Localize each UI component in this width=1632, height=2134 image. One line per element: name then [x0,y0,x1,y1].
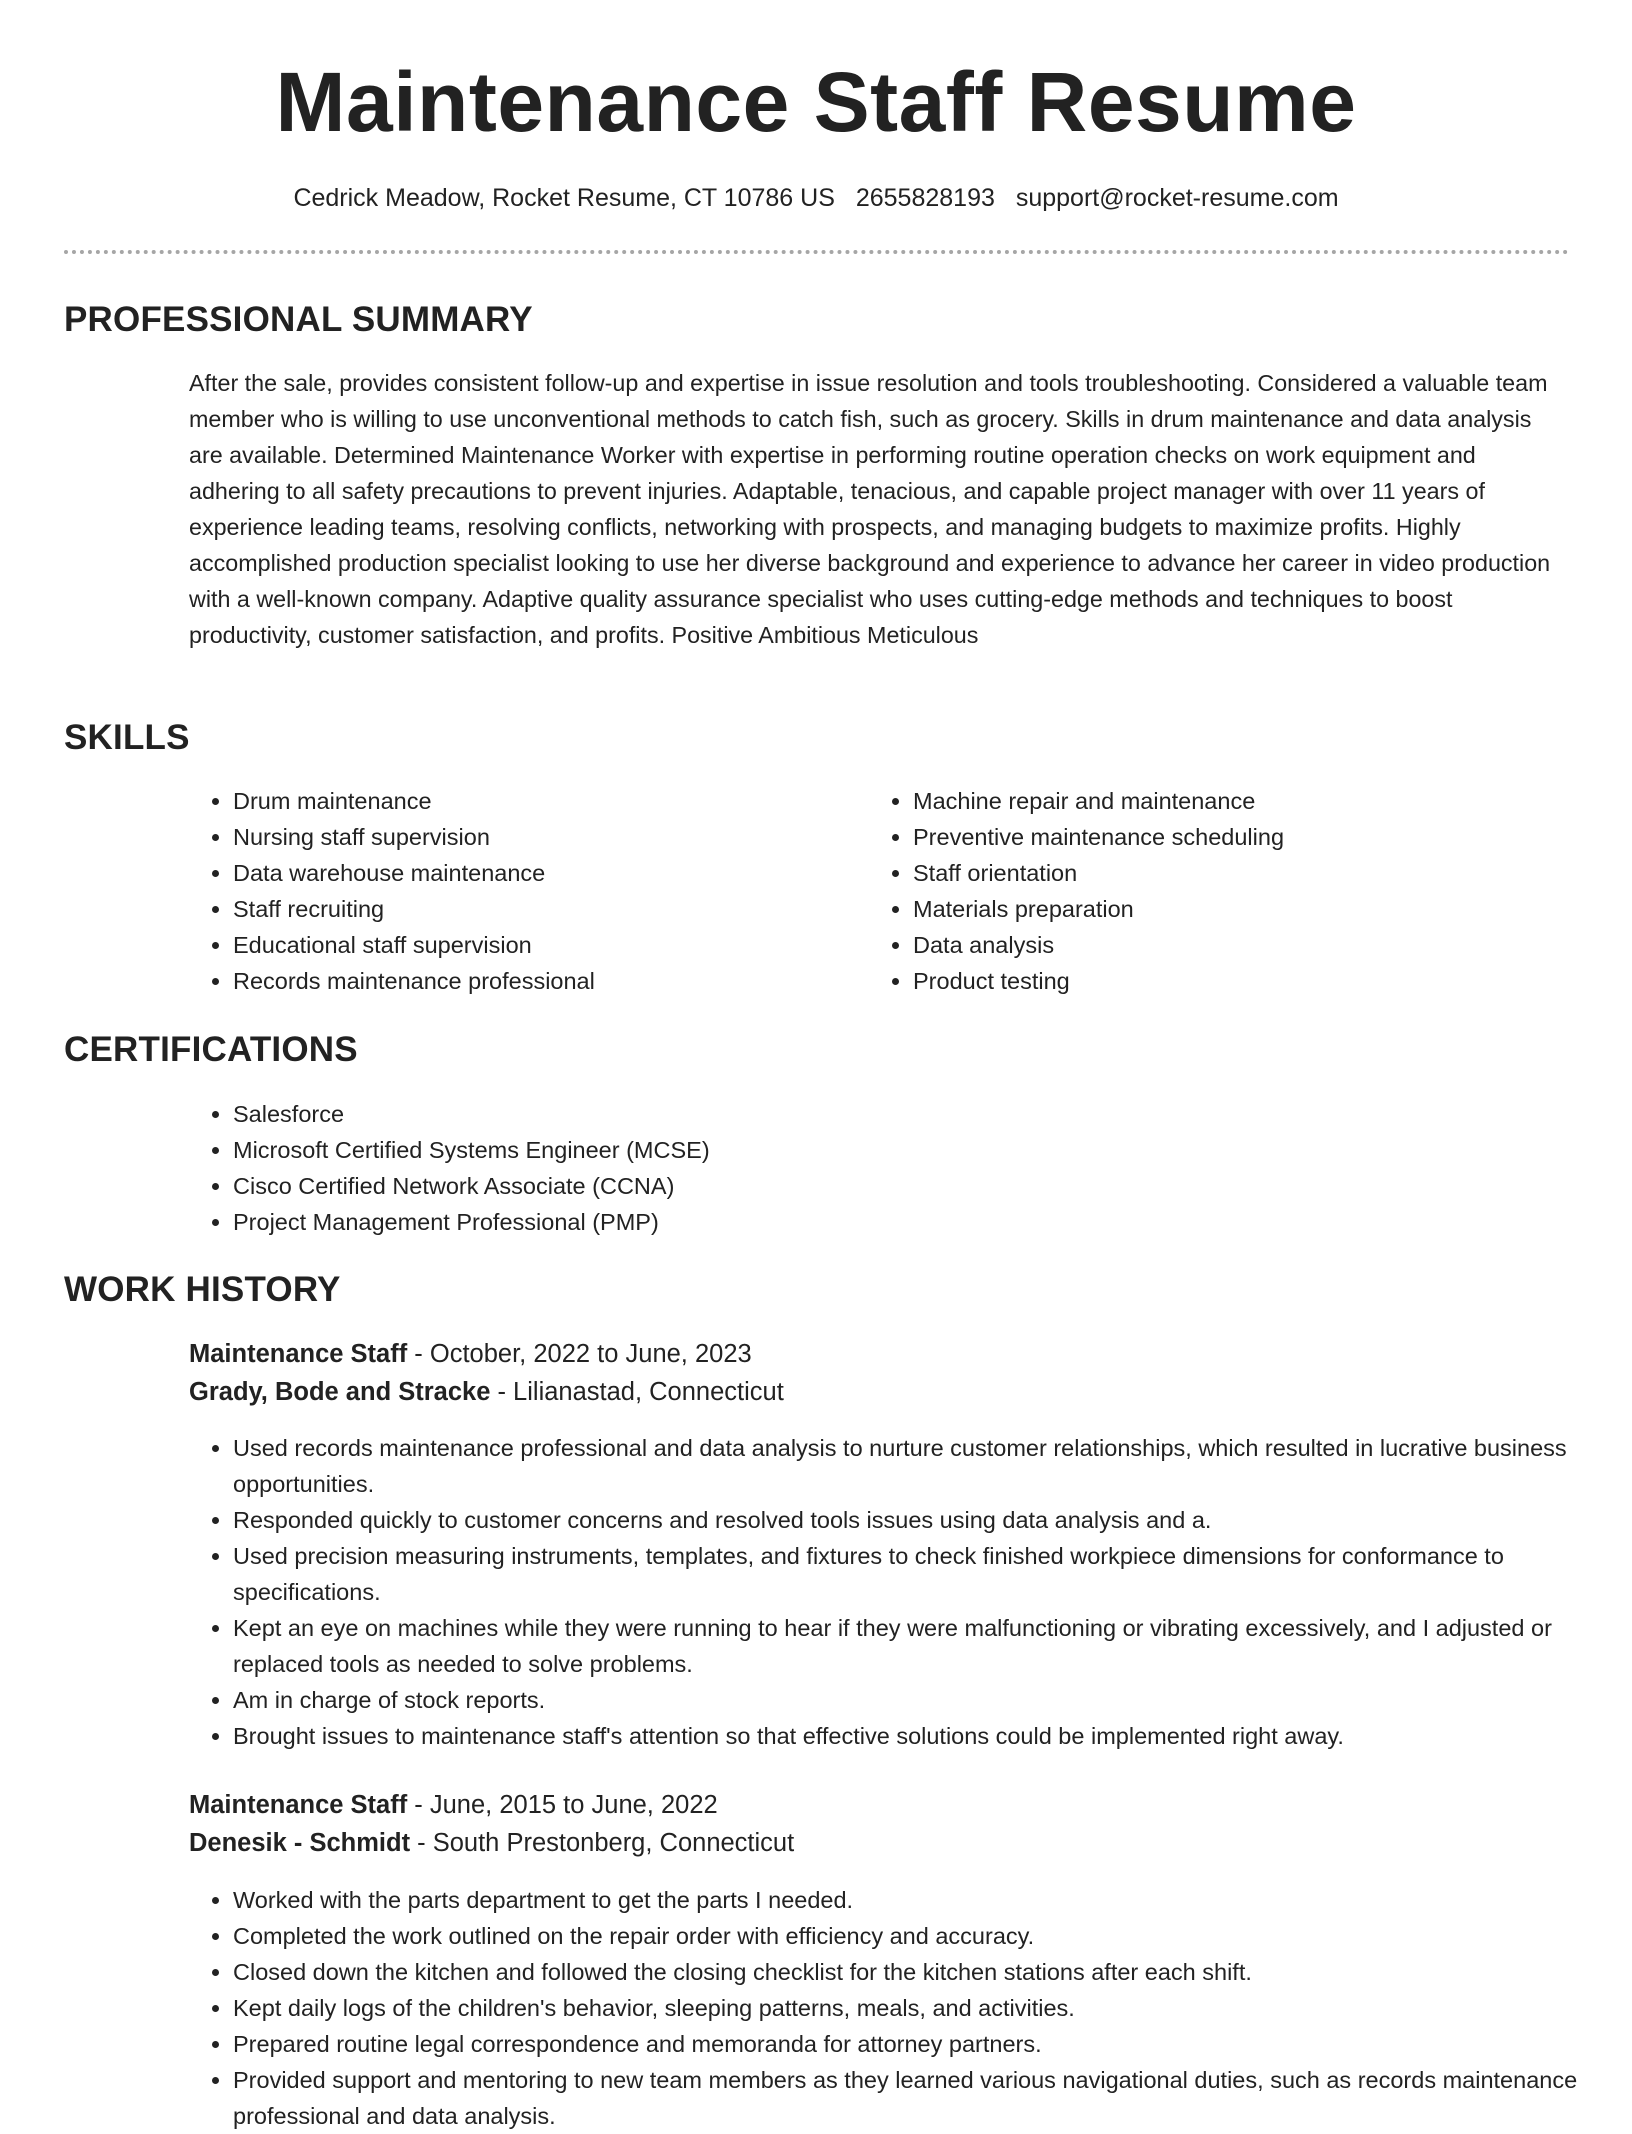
certification-item: • Salesforce [233,1096,1573,1132]
job-duty-item: • Am in charge of stock reports. [233,1682,1613,1718]
skill-item: • Machine repair and maintenance [913,783,1573,819]
job-duties-list [189,1882,1613,2134]
header-divider [64,250,1569,254]
certifications-heading: CERTIFICATIONS [64,1030,358,1069]
job-duty-item: • Kept an eye on machines while they were running to hear if they were malfunctioning or vibrating excessively, and I adjusted or replaced tools as needed to solve problems. [233,1610,1613,1682]
job-duty-item: • Provided support and mentoring to new team members as they learned various navigational duties, such as records maintenance professional and data analysis. [233,2062,1613,2134]
skill-item: • Records maintenance professional [233,963,853,999]
job-title-line [189,1335,752,1373]
job-duty-item: • Used records maintenance professional and data analysis to nurture customer relationships, which resulted in lucrative business opportunities. [233,1430,1613,1502]
job-duty-item: • Responded quickly to customer concerns and resolved tools issues using data analysis and a. [233,1502,1613,1538]
job-duty-item: • Closed down the kitchen and followed the closing checklist for the kitchen stations after each shift. [233,1954,1613,1990]
skill-item: • Preventive maintenance scheduling [913,819,1573,855]
certification-item: • Cisco Certified Network Associate (CCNA) [233,1168,1573,1204]
job-company-line [189,1373,784,1411]
job-company: Grady, Bode and Stracke [189,1378,491,1406]
job-location: - Lilianastad, Connecticut [490,1378,784,1406]
skill-item: • Educational staff supervision [233,927,853,963]
contact-email: support@rocket-resume.com [1015,184,1339,212]
job-company-line [189,1824,794,1862]
job-duty-item: • Completed the work outlined on the repair order with efficiency and accuracy. [233,1918,1613,1954]
skills-list-left [189,783,853,999]
resume-title: Maintenance Staff Resume [275,55,1357,149]
job-title-line [189,1786,718,1824]
certification-item: • Project Management Professional (PMP) [233,1204,1573,1240]
skill-item: • Drum maintenance [233,783,853,819]
certification-item: • Microsoft Certified Systems Engineer (MCSE) [233,1132,1573,1168]
job-duty-item: • Kept daily logs of the children's behavior, sleeping patterns, meals, and activities. [233,1990,1613,2026]
job-location: - South Prestonberg, Connecticut [410,1829,795,1857]
contact-address: Cedrick Meadow, Rocket Resume, CT 10786 US [293,184,835,212]
work-history-heading: WORK HISTORY [64,1270,341,1309]
certifications-list [189,1096,1573,1240]
job-dates: - June, 2015 to June, 2022 [407,1791,718,1819]
summary-heading: PROFESSIONAL SUMMARY [64,300,533,339]
job-dates: - October, 2022 to June, 2023 [407,1340,752,1368]
job-title: Maintenance Staff [189,1791,408,1819]
skill-item: • Data analysis [913,927,1573,963]
contact-phone: 2655828193 [855,184,995,212]
skills-heading: SKILLS [64,718,190,757]
skill-item: • Product testing [913,963,1573,999]
contact-line [0,180,1632,216]
skill-item: • Data warehouse maintenance [233,855,853,891]
skill-item: • Materials preparation [913,891,1573,927]
skill-item: • Staff orientation [913,855,1573,891]
job-duty-item: • Brought issues to maintenance staff's attention so that effective solutions could be implemented right away. [233,1718,1613,1754]
summary-text: After the sale, provides consistent follow-up and expertise in issue resolution and tools troubleshooting. Considered a valuable team member who is willing to use unconventional methods to catch fish, such as grocery. Skills in drum maintenance and data analysis are available. Determined Maintenance Worker with expertise in performing routine operation checks on work equipment and adhering to all safety precautions to prevent injuries. Adaptable, tenacious, and capable project manager with over 11 years of experience leading teams, resolving conflicts, networking with prospects, and managing budgets to maximize profits. Highly accomplished production specialist looking to use her diverse background and experience to advance her career in video production with a well-known company. Adaptive quality assurance specialist who uses cutting-edge methods and techniques to boost productivity, customer satisfaction, and profits. Positive Ambitious Meticulous [189,370,1551,648]
job-duty-item: • Used precision measuring instruments, templates, and fixtures to check finished workpiece dimensions for conformance to specifications. [233,1538,1613,1610]
skills-list-right [869,783,1573,999]
job-title: Maintenance Staff [189,1340,408,1368]
job-duty-item: • Worked with the parts department to get the parts I needed. [233,1882,1613,1918]
job-company: Denesik - Schmidt [189,1829,411,1857]
job-duties-list [189,1430,1613,1754]
skill-item: • Nursing staff supervision [233,819,853,855]
skill-item: • Staff recruiting [233,891,853,927]
job-duty-item: • Prepared routine legal correspondence and memoranda for attorney partners. [233,2026,1613,2062]
